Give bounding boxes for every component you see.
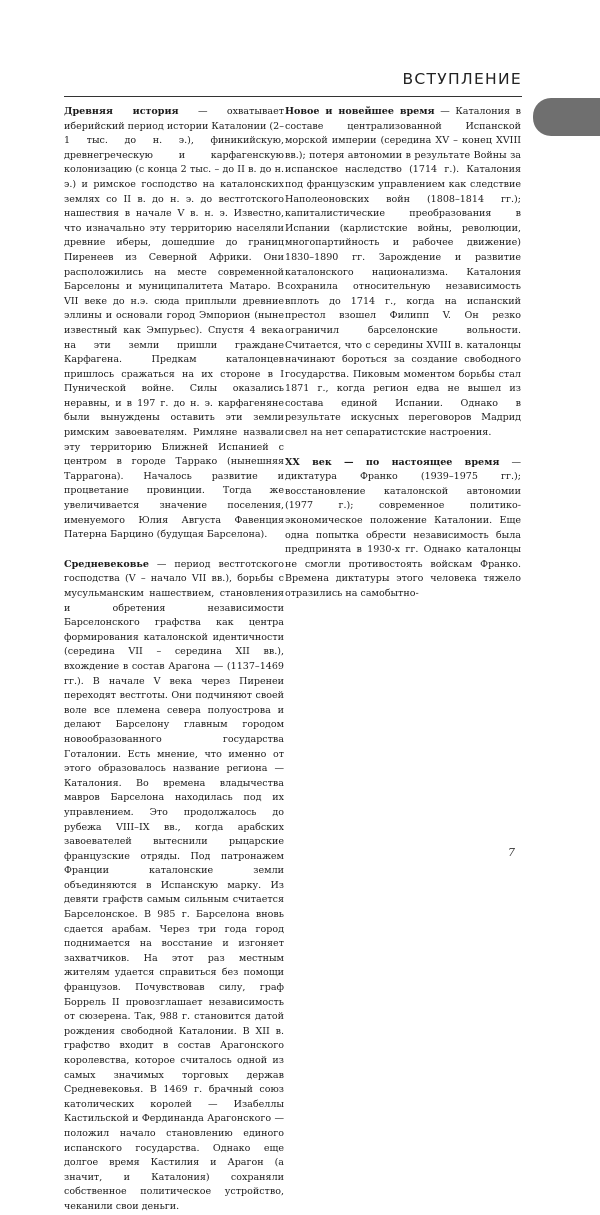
chapter-thumb-tab [533, 98, 600, 136]
chapter-title: ВСТУПЛЕНИЕ [402, 70, 522, 88]
section-text: — период вестготского господства (V – начало VII вв.), борьбы с мусульманским нашествием, становления и обретения независимости Барселонского графства как центра формирования каталонской идентичности (середина VII – середина XII вв.), вхождение в состав Арагона — (1137–1469 гг.). В начале V века через Пиренеи переходят вестготы. Они подчиняют своей воле все племена севера полуострова и делают Барселону главным городом новообразованного государства Готалонии. Есть мнение, что именно от этого образовалось название региона — Каталония. Во времена владычества мавров Барселона находилась под их управлением. Это продолжалось до рубежа VIII–IX вв., когда арабских завоевателей вытеснили рыцарские французские отряды. Под патронажем Франции каталонские земли объединяются в Испанскую марку. Из девяти графств самым сильным считается Барселонское. В 985 г. Барселона вновь сдается арабам. Через три года город поднимается на восстание и изгоняет захватчиков. На этот раз местным жителям удается справиться без помощи французов. Почувствовав силу, граф Боррель II провозглашает независимость от сюзерена. Так, 988 г. становится датой рождения свободной Каталонии. В XII в. графство входит в состав Арагонского королевства, которое считалось одной из самых значимых торговых держав Средневековья. В 1469 г. брачный союз католических королей — Изабеллы Кастильской и Фердинанда Арагонского — положил начало становлению единого испанского государства. Однако еще долгое время Кастилия и Арагон (а значит, и Каталония) сохраняли собственное политическое устройство, чеканили свои деньги. [64, 558, 284, 1212]
section-text: — охватывает иберийский период истории Каталонии (2–1 тыс. до н. э.), финикийскую, древнегреческую и карфагенскую колонизацию (с конца 2 тыс. – до II в. до н. э.) и римское господство на каталонских землях со II в. до н. э. до вестготского нашествия в начале V в. н. э. Известно, что изначально эту территорию населяли древние иберы, дошедшие до границ Пиренеев из Северной Африки. Они расположились на месте современной Барселоны и муниципалитета Матаро. В VII веке до н.э. сюда приплыли древние эллины и основали город Эмпорион (ныне известный как Эмпурьес). Спустя 4 века на эти земли пришли граждане Карфагена. Предкам каталонцев пришлось сражаться на их стороне в I Пунической войне. Силы оказались неравны, и в 197 г. до н. э. карфагеняне были вынуждены оставить эти земли римским завоевателям. Римляне назвали эту территорию Ближней Испанией с центром в городе Таррако (нынешняя Таррагона). Началось развитие и процветание провинции. Тогда же увеличивается значение поселения, именуемого Юлия Августа Фавенция Патерна Барцино (будущая Барселона). [64, 106, 284, 541]
section-middle-ages [64, 558, 284, 1215]
section-heading: Средневековье [64, 558, 149, 570]
right-column [285, 105, 521, 602]
header-rule [64, 96, 522, 97]
left-column [64, 105, 284, 1215]
section-text: — Каталония в составе централизованной Испанской морской империи (середина XV – конец XVIII вв.); потеря автономии в результате Войны за испанское наследство (1714 г.). Каталония под французским управлением как следствие Наполеоновских войн (1808–1814 гг.); капиталистические преобразования в Испании (карлистские войны, революции, многопартийность и рабочее движение) 1830–1890 гг. Зарождение и развитие каталонского национализма. Каталония сохранила относительную независимость вплоть до 1714 г., когда на испанский престол взошел Филипп V. Он резко ограничил барселонские вольности. Считается, что с середины XVIII в. каталонцы начинают бороться за создание свободного государства. Пиковым моментом борьбы стал 1871 г., когда регион едва не вышел из состава единой Испании. Однако в результате искусных переговоров Мадрид свел на нет сепаратистские настроения. [285, 106, 521, 439]
running-header [64, 70, 522, 95]
section-modern-times [285, 105, 521, 441]
page-number: 7 [508, 846, 515, 859]
section-heading: XX век — по настоящее время [285, 456, 500, 468]
section-heading: Новое и новейшее время [285, 106, 435, 117]
section-text: — диктатура Франко (1939–1975 гг.); восстановление каталонской автономии (1977 г.); современное политико-экономическое положение Каталонии. Еще одна попытка обрести независимость была предпринята в 1930-х гг. Однако каталонцы не смогли противостоять войскам Франко. Времена диктатуры этого человека тяжело отразились на самобытно- [285, 456, 521, 599]
section-ancient-history [64, 105, 284, 543]
section-heading: Древняя история [64, 106, 179, 117]
section-twentieth-century [285, 456, 521, 602]
